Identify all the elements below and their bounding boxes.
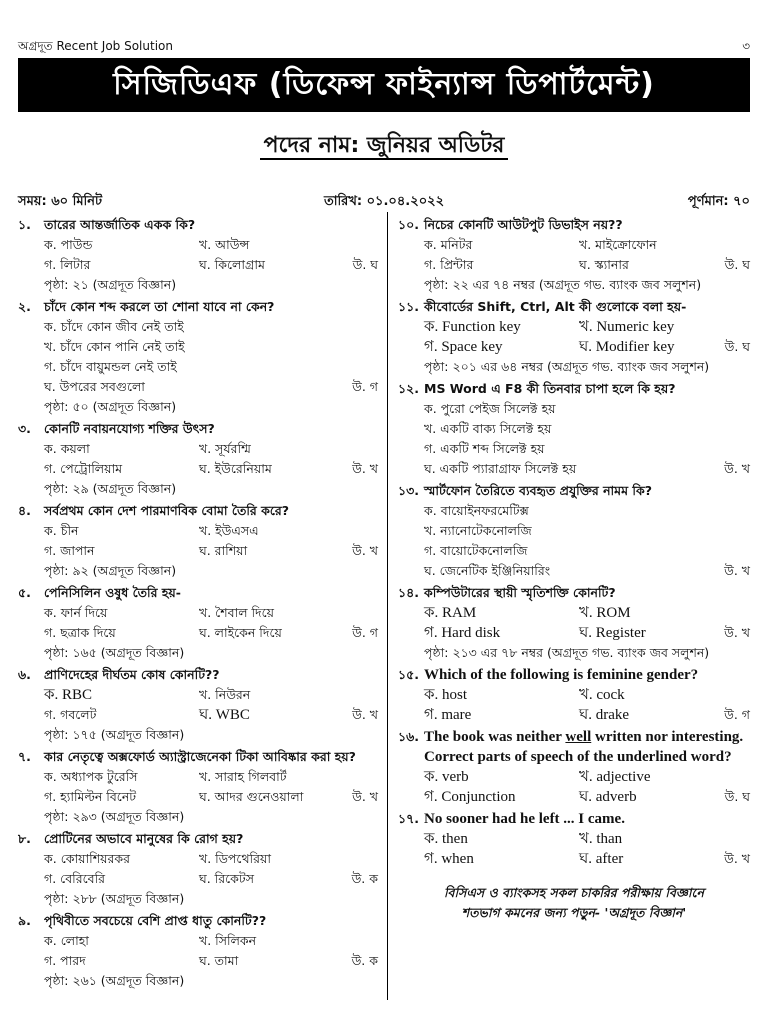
left-question-column: [18, 215, 378, 993]
option-right: খ. ইউএসএ: [199, 523, 259, 538]
answer-key: [710, 767, 750, 787]
question-text: The book was neither well written nor interesting. Correct parts of speech of the underlined word?: [424, 729, 744, 765]
question-heading: [18, 215, 378, 235]
option-left: ক. কয়লা: [44, 441, 90, 456]
right-question-column: [398, 215, 750, 923]
option-left: ক. RAM: [424, 605, 477, 621]
page-number: ৩: [742, 39, 750, 53]
option-left: ক. বায়োইনফরমেটিক্স: [424, 503, 529, 518]
option-left: গ. পেট্রোলিয়াম: [44, 461, 123, 476]
question-text: কীবোর্ডের Shift, Ctrl, Alt কী গুলোকে বলা হয়-: [424, 299, 687, 314]
answer-key: উ. গ: [724, 707, 750, 722]
option-right: ঘ. WBC: [199, 707, 250, 723]
option-right: ঘ. তামা: [199, 953, 239, 968]
options: [44, 521, 378, 561]
question-number: ৩.: [18, 421, 31, 436]
options: [424, 235, 750, 275]
option-right: খ. ROM: [579, 605, 631, 621]
page-reference: পৃষ্ঠা: ২০১ এর ৬৪ নম্বর (অগ্রদূত গভ. ব্যাংক জব সলুশন): [424, 359, 710, 374]
option-row: [424, 787, 750, 807]
question-item: [18, 665, 378, 745]
page-reference: পৃষ্ঠা: ২৯ (অগ্রদূত বিজ্ঞান): [44, 481, 177, 496]
question-heading: [398, 665, 750, 685]
option-left: ঘ. একটি প্যারাগ্রাফ সিলেক্ট হয়: [424, 461, 577, 476]
question-item: [398, 297, 750, 377]
exam-marks: পূর্ণমান: ৭০: [687, 194, 750, 209]
option-right: খ. আউন্স: [199, 237, 250, 252]
page-reference: পৃষ্ঠা: ২১ (অগ্রদূত বিজ্ঞান): [44, 277, 177, 292]
answer-key: উ. ঘ: [724, 339, 750, 354]
question-item: [18, 583, 378, 663]
option-row: [44, 235, 378, 255]
option-right: ঘ. ইউরেনিয়াম: [199, 461, 272, 476]
question-item: [398, 379, 750, 479]
option-row: [44, 849, 378, 869]
answer-key: উ. গ: [352, 625, 378, 640]
option-right: ঘ. Modifier key: [579, 339, 675, 355]
answer-key: [710, 685, 750, 705]
option-left: ক. ফার্ন দিয়ে: [44, 605, 108, 620]
answer-key: [338, 685, 378, 705]
option-row: [44, 317, 378, 337]
options: [44, 685, 378, 725]
option-right: ঘ. কিলোগ্রাম: [199, 257, 265, 272]
option-left: ক. অধ্যাপক টুরেসি: [44, 769, 138, 784]
answer-key: [338, 849, 378, 869]
question-heading: [18, 583, 378, 603]
right-question-list: [398, 215, 750, 869]
ad-line-1: বিসিএস ও ব্যাংকসহ সকল চাকরির পরীক্ষায় বিজ্ঞানে: [443, 885, 705, 900]
options: [44, 849, 378, 889]
page-reference: পৃষ্ঠা: ১৭৫ (অগ্রদূত বিজ্ঞান): [44, 727, 185, 742]
question-number: ৯.: [18, 913, 31, 928]
answer-key: [710, 829, 750, 849]
question-item: [398, 481, 750, 581]
answer-key: [710, 419, 750, 439]
answer-key: উ. ক: [351, 871, 378, 886]
question-heading: [398, 297, 750, 317]
question-heading: [18, 297, 378, 317]
option-row: [44, 705, 378, 725]
option-row: [44, 439, 378, 459]
answer-key: [338, 357, 378, 377]
question-heading: [398, 809, 750, 829]
question-number: ৫.: [18, 585, 31, 600]
answer-key: উ. গ: [352, 379, 378, 394]
options: [44, 317, 378, 397]
option-row: [424, 541, 750, 561]
question-item: [18, 501, 378, 581]
answer-key: [338, 235, 378, 255]
answer-key: [338, 337, 378, 357]
option-right: ঘ. রাশিয়া: [199, 543, 248, 558]
option-right: খ. সিলিকন: [199, 933, 257, 948]
question-heading: [398, 727, 750, 767]
option-row: [424, 685, 750, 705]
page-header: [18, 38, 750, 52]
option-row: [44, 357, 378, 377]
question-number: ৪.: [18, 503, 31, 518]
option-right: ঘ. আদর গুনেওয়ালা: [199, 789, 304, 804]
page-reference: পৃষ্ঠা: ২১৩ এর ৭৮ নম্বর (অগ্রদূত গভ. ব্যাংক জব সলুশন): [424, 645, 710, 660]
option-left: গ. একটি শব্দ সিলেক্ট হয়: [424, 441, 545, 456]
option-right: খ. than: [579, 831, 623, 847]
question-text: MS Word এ F8 কী তিনবার চাপা হলে কি হয়?: [424, 381, 676, 396]
option-row: [44, 869, 378, 889]
option-left: ক. RBC: [44, 687, 93, 703]
question-text: পৃথিবীতে সবচেয়ে বেশি প্রাপ্ত ধাতু কোনটি??: [44, 913, 267, 928]
option-left: ক. host: [424, 687, 467, 703]
question-item: [18, 829, 378, 909]
question-heading: [18, 419, 378, 439]
option-row: [424, 829, 750, 849]
question-item: [398, 727, 750, 807]
option-right: খ. Numeric key: [579, 319, 675, 335]
answer-key: [338, 439, 378, 459]
option-left: গ. ছত্রাক দিয়ে: [44, 625, 116, 640]
answer-key: উ. খ: [352, 707, 378, 722]
option-row: [44, 603, 378, 623]
option-right: খ. সারাহ গিলবার্ট: [199, 769, 287, 784]
option-row: [424, 705, 750, 725]
option-left: ক. লোহা: [44, 933, 89, 948]
question-heading: [398, 379, 750, 399]
question-heading: [18, 911, 378, 931]
column-divider: [387, 212, 388, 1000]
option-row: [44, 337, 378, 357]
options: [424, 399, 750, 479]
options: [424, 501, 750, 581]
question-number: ১৭.: [398, 811, 419, 826]
option-row: [44, 931, 378, 951]
option-left: ক. Function key: [424, 319, 521, 335]
page-reference: পৃষ্ঠা: ৫০ (অগ্রদূত বিজ্ঞান): [44, 399, 177, 414]
option-row: [424, 521, 750, 541]
option-left: ক. পাউন্ড: [44, 237, 93, 252]
options: [44, 603, 378, 643]
option-row: [44, 521, 378, 541]
question-text: প্রোটিনের অভাবে মানুষের কি রোগ হয়?: [44, 831, 244, 846]
option-row: [424, 561, 750, 581]
question-item: [18, 747, 378, 827]
answer-key: [710, 439, 750, 459]
question-heading: [398, 215, 750, 235]
option-left: গ. প্রিন্টার: [424, 257, 474, 272]
question-text: Which of the following is feminine gender?: [424, 667, 699, 683]
question-text: কোনটি নবায়নযোগ্য শক্তির উৎস?: [44, 421, 215, 436]
option-left: খ. ন্যানোটেকনোলজি: [424, 523, 532, 538]
question-text: তারের আন্তর্জাতিক একক কি?: [44, 217, 196, 232]
option-right: খ. ডিপথেরিয়া: [199, 851, 271, 866]
option-row: [44, 685, 378, 705]
question-number: ৬.: [18, 667, 31, 682]
answer-key: উ. ঘ: [352, 257, 378, 272]
question-item: [18, 297, 378, 417]
option-left: ঘ. উপরের সবগুলো: [44, 379, 145, 394]
options: [44, 931, 378, 971]
question-heading: [18, 829, 378, 849]
answer-key: উ. খ: [352, 543, 378, 558]
option-left: ক. then: [424, 831, 468, 847]
option-left: ক. মনিটর: [424, 237, 473, 252]
question-number: ১৪.: [398, 585, 419, 600]
option-left: গ. চাঁদে বায়ুমন্ডল নেই তাই: [44, 359, 177, 374]
page-reference: পৃষ্ঠা: ২২ এর ৭৪ নম্বর (অগ্রদূত গভ. ব্যাংক জব সলুশন): [424, 277, 702, 292]
question-number: ১৫.: [398, 667, 419, 682]
question-text: সর্বপ্রথম কোন দেশ পারমাণবিক বোমা তৈরি করে?: [44, 503, 290, 518]
answer-key: [338, 767, 378, 787]
question-text: No sooner had he left ... I came.: [424, 811, 625, 827]
option-right: খ. শৈবাল দিয়ে: [199, 605, 275, 620]
question-item: [398, 583, 750, 663]
question-number: ২.: [18, 299, 31, 314]
answer-key: উ. খ: [352, 789, 378, 804]
exam-time: সময়: ৬০ মিনিট: [18, 194, 103, 209]
question-item: [18, 215, 378, 295]
option-row: [424, 337, 750, 357]
post-name-text: পদের নাম: জুনিয়র অডিটর: [260, 133, 509, 160]
option-left: ক. verb: [424, 769, 469, 785]
option-right: ঘ. স্ক্যানার: [579, 257, 629, 272]
page-reference: পৃষ্ঠা: ২৮৮ (অগ্রদূত বিজ্ঞান): [44, 891, 185, 906]
option-left: ক. পুরো পেইজ সিলেক্ট হয়: [424, 401, 556, 416]
option-left: ক. চীন: [44, 523, 79, 538]
option-right: ঘ. adverb: [579, 789, 637, 805]
question-item: [18, 911, 378, 991]
answer-key: [338, 931, 378, 951]
question-heading: [18, 747, 378, 767]
option-row: [44, 767, 378, 787]
question-text: কার নেতৃত্বে অক্সফোর্ড অ্যাস্ট্রাজেনেকা টিকা আবিষ্কার করা হয়?: [44, 749, 356, 764]
option-row: [44, 541, 378, 561]
option-left: গ. লিটার: [44, 257, 91, 272]
post-name: [0, 128, 768, 165]
option-row: [44, 377, 378, 397]
question-number: ১১.: [398, 299, 419, 314]
question-text: পেনিসিলিন ওষুধ তৈরি হয়-: [44, 585, 181, 600]
options: [424, 603, 750, 643]
question-heading: [18, 501, 378, 521]
answer-key: [710, 541, 750, 561]
option-left: খ. চাঁদে কোন পানি নেই তাই: [44, 339, 185, 354]
options: [424, 767, 750, 807]
exam-meta: [18, 192, 750, 210]
option-row: [424, 603, 750, 623]
option-left: গ. when: [424, 851, 474, 867]
question-number: ১২.: [398, 381, 419, 396]
answer-key: [710, 603, 750, 623]
option-right: খ. নিউরন: [199, 687, 251, 702]
question-item: [398, 665, 750, 725]
options: [44, 439, 378, 479]
option-row: [44, 787, 378, 807]
option-right: ঘ. লাইকেন দিয়ে: [199, 625, 282, 640]
option-left: ক. চাঁদে কোন জীব নেই তাই: [44, 319, 184, 334]
question-text: কম্পিউটারের স্থায়ী স্মৃতিশক্তি কোনটি?: [424, 585, 616, 600]
option-right: খ. সূর্যরশ্মি: [199, 441, 251, 456]
option-row: [424, 419, 750, 439]
brand-label: অগ্রদূত Recent Job Solution: [18, 39, 173, 53]
answer-key: [338, 317, 378, 337]
question-item: [398, 215, 750, 295]
options: [44, 235, 378, 275]
option-left: গ. গবলেট: [44, 707, 97, 722]
question-number: ১.: [18, 217, 31, 232]
question-text: স্মার্টফোন তৈরিতে ব্যবহৃত প্রযুক্তির নামম কি?: [424, 483, 652, 498]
answer-key: উ. খ: [724, 461, 750, 476]
page-reference: পৃষ্ঠা: ২৬১ (অগ্রদূত বিজ্ঞান): [44, 973, 185, 988]
answer-key: [710, 235, 750, 255]
option-right: খ. cock: [579, 687, 625, 703]
option-row: [44, 459, 378, 479]
exam-date: তারিখ: ০১.০৪.২০২২: [323, 194, 445, 209]
answer-key: উ. খ: [724, 625, 750, 640]
option-right: ঘ. রিকেটস: [199, 871, 254, 886]
option-row: [424, 767, 750, 787]
option-row: [44, 951, 378, 971]
question-text: চাঁদে কোন শব্দ করলে তা শোনা যাবে না কেন?: [44, 299, 275, 314]
answer-key: উ. খ: [724, 563, 750, 578]
answer-key: [338, 603, 378, 623]
option-right: খ. মাইক্রোফোন: [579, 237, 657, 252]
page-reference: পৃষ্ঠা: ৯২ (অগ্রদূত বিজ্ঞান): [44, 563, 177, 578]
ad-line-2: শতভাগ কমনের জন্য পড়ুন- 'অগ্রদূত বিজ্ঞান': [461, 905, 687, 920]
advertisement: [398, 883, 750, 923]
answer-key: উ. ঘ: [724, 789, 750, 804]
option-row: [44, 255, 378, 275]
answer-key: উ. খ: [352, 461, 378, 476]
page-reference: পৃষ্ঠা: ১৬৫ (অগ্রদূত বিজ্ঞান): [44, 645, 185, 660]
option-left: গ. Space key: [424, 339, 503, 355]
option-left: গ. mare: [424, 707, 472, 723]
option-row: [424, 317, 750, 337]
option-left: ক. কোয়াশিয়রকর: [44, 851, 130, 866]
question-heading: [18, 665, 378, 685]
question-number: ৮.: [18, 831, 31, 846]
option-left: গ. বেরিবেরি: [44, 871, 106, 886]
option-left: গ. Hard disk: [424, 625, 501, 641]
option-left: গ. বায়োটেকনোলজি: [424, 543, 528, 558]
options: [424, 317, 750, 357]
option-row: [424, 439, 750, 459]
option-right: খ. adjective: [579, 769, 651, 785]
question-item: [398, 809, 750, 869]
question-heading: [398, 481, 750, 501]
option-left: গ. Conjunction: [424, 789, 516, 805]
options: [424, 829, 750, 869]
question-text: প্রাণিদেহের দীর্ঘতম কোষ কোনটি??: [44, 667, 220, 682]
option-row: [424, 623, 750, 643]
option-left: গ. হ্যামিল্টন বিনেট: [44, 789, 137, 804]
question-number: ১৬.: [398, 729, 419, 744]
answer-key: [710, 521, 750, 541]
option-right: ঘ. Register: [579, 625, 646, 641]
option-row: [424, 255, 750, 275]
underlined-word: well: [565, 729, 592, 745]
page-title-banner: সিজিডিএফ (ডিফেন্স ফাইন্যান্স ডিপার্টমেন্ট): [18, 58, 750, 112]
question-number: ৭.: [18, 749, 31, 764]
question-number: ১০.: [398, 217, 419, 232]
answer-key: [710, 317, 750, 337]
options: [44, 767, 378, 807]
option-right: ঘ. drake: [579, 707, 630, 723]
answer-key: উ. খ: [724, 851, 750, 866]
option-left: গ. পারদ: [44, 953, 86, 968]
page-reference: পৃষ্ঠা: ২৯৩ (অগ্রদূত বিজ্ঞান): [44, 809, 185, 824]
option-row: [44, 623, 378, 643]
question-heading: [398, 583, 750, 603]
option-left: খ. একটি বাক্য সিলেক্ট হয়: [424, 421, 552, 436]
option-row: [424, 501, 750, 521]
question-text: নিচের কোনটি আউটপুট ডিভাইস নয়??: [424, 217, 623, 232]
option-left: ঘ. জেনেটিক ইঞ্জিনিয়ারিং: [424, 563, 551, 578]
answer-key: উ. ঘ: [724, 257, 750, 272]
options: [424, 685, 750, 725]
option-row: [424, 849, 750, 869]
option-left: গ. জাপান: [44, 543, 95, 558]
option-row: [424, 399, 750, 419]
answer-key: [338, 521, 378, 541]
question-number: ১৩.: [398, 483, 419, 498]
option-row: [424, 235, 750, 255]
question-item: [18, 419, 378, 499]
option-right: ঘ. after: [579, 851, 624, 867]
answer-key: উ. ক: [351, 953, 378, 968]
answer-key: [710, 399, 750, 419]
answer-key: [710, 501, 750, 521]
option-row: [424, 459, 750, 479]
